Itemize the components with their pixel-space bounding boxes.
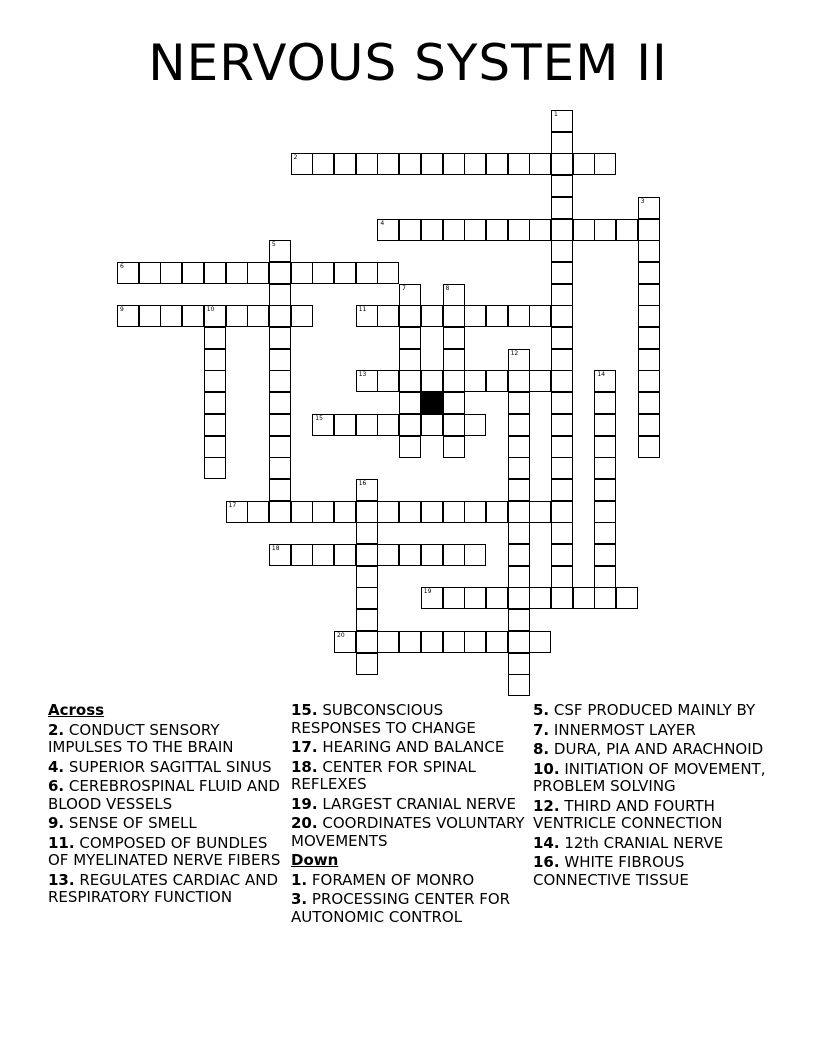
grid-cell[interactable] — [464, 219, 486, 241]
grid-cell[interactable] — [377, 305, 399, 327]
grid-cell[interactable] — [464, 414, 486, 436]
grid-cell[interactable] — [291, 544, 313, 566]
grid-cell[interactable] — [443, 631, 465, 653]
clue-text: WHITE FIBROUS CONNECTIVE TISSUE — [533, 853, 689, 889]
clue-text: INITIATION OF MOVEMENT, PROBLEM SOLVING — [533, 759, 766, 795]
grid-cell[interactable] — [443, 587, 465, 609]
grid-cell[interactable] — [377, 370, 399, 392]
grid-cell[interactable] — [443, 327, 465, 349]
grid-cell[interactable] — [551, 262, 573, 284]
grid-cell[interactable] — [356, 153, 378, 175]
grid-cell[interactable] — [551, 436, 573, 458]
grid-cell[interactable] — [226, 305, 248, 327]
grid-cell[interactable] — [443, 349, 465, 371]
cell-number: 14 — [597, 371, 606, 379]
grid-cell[interactable] — [377, 414, 399, 436]
cell-number: 2 — [293, 154, 298, 162]
grid-cell[interactable] — [486, 631, 508, 653]
grid-cell[interactable] — [356, 522, 378, 544]
clue-down-1 — [291, 872, 529, 890]
grid-cell[interactable] — [269, 305, 291, 327]
clue-text: COORDINATES VOLUNTARY MOVEMENTS — [291, 814, 525, 850]
grid-cell[interactable] — [638, 370, 660, 392]
grid-cell[interactable] — [508, 501, 530, 523]
grid-cell[interactable] — [508, 457, 530, 479]
grid-cell[interactable] — [269, 414, 291, 436]
grid-cell[interactable] — [269, 240, 291, 262]
grid-cell[interactable] — [269, 284, 291, 306]
clue-text: CEREBROSPINAL FLUID AND BLOOD VESSELS — [48, 777, 280, 813]
grid-cell[interactable] — [421, 414, 443, 436]
grid-cell[interactable] — [443, 305, 465, 327]
grid-cell[interactable] — [443, 370, 465, 392]
clue-down-8 — [533, 741, 771, 759]
clue-text: REGULATES CARDIAC AND RESPIRATORY FUNCTION — [48, 870, 278, 906]
across-header: Across — [48, 701, 105, 719]
grid-cell[interactable] — [356, 262, 378, 284]
grid-cell[interactable] — [551, 370, 573, 392]
grid-cell[interactable] — [551, 240, 573, 262]
grid-cell[interactable] — [638, 219, 660, 241]
grid-cell[interactable] — [551, 457, 573, 479]
grid-cell[interactable] — [182, 262, 204, 284]
cell-number: 1 — [554, 111, 558, 118]
clue-down-12 — [533, 798, 771, 833]
cell-number: 16 — [358, 479, 367, 487]
grid-cell[interactable] — [399, 544, 421, 566]
clue-down-3 — [291, 891, 529, 926]
grid-cell[interactable] — [638, 262, 660, 284]
grid-cell[interactable] — [269, 501, 291, 523]
grid-cell[interactable] — [334, 544, 356, 566]
grid-cell[interactable] — [421, 305, 443, 327]
grid-cell[interactable] — [226, 501, 248, 523]
clue-across-4 — [48, 759, 286, 777]
grid-cell[interactable] — [421, 219, 443, 241]
grid-cell[interactable] — [486, 370, 508, 392]
grid-cell[interactable] — [399, 631, 421, 653]
grid-cell[interactable] — [551, 197, 573, 219]
clue-number: 2. — [48, 720, 65, 739]
grid-cell[interactable] — [551, 327, 573, 349]
grid-cell[interactable] — [377, 631, 399, 653]
clue-number: 12. — [533, 796, 560, 815]
clue-number: 13. — [48, 870, 75, 889]
grid-cell[interactable] — [551, 587, 573, 609]
grid-cell[interactable] — [443, 544, 465, 566]
grid-cell[interactable] — [356, 587, 378, 609]
grid-cell[interactable] — [508, 653, 530, 675]
grid-cell[interactable] — [551, 132, 573, 154]
grid-cell[interactable] — [594, 479, 616, 501]
clue-across-9 — [48, 815, 286, 833]
cell-number: 12 — [510, 349, 519, 357]
grid-cell[interactable] — [269, 392, 291, 414]
grid-cell[interactable] — [638, 284, 660, 306]
grid-cell[interactable] — [464, 544, 486, 566]
grid-cell[interactable] — [464, 370, 486, 392]
cell-number: 4 — [380, 219, 385, 227]
grid-cell[interactable] — [226, 262, 248, 284]
grid-cell[interactable] — [508, 414, 530, 436]
grid-cell[interactable] — [594, 522, 616, 544]
grid-cell[interactable] — [508, 609, 530, 631]
clue-text: LARGEST CRANIAL NERVE — [322, 794, 516, 813]
grid-cell[interactable] — [551, 479, 573, 501]
grid-cell[interactable] — [247, 305, 269, 327]
grid-cell[interactable] — [291, 262, 313, 284]
grid-cell[interactable] — [464, 587, 486, 609]
cell-number: 10 — [206, 306, 215, 314]
grid-cell[interactable] — [399, 392, 421, 414]
grid-cell[interactable] — [616, 219, 638, 241]
grid-cell[interactable] — [443, 414, 465, 436]
grid-cell[interactable] — [486, 501, 508, 523]
grid-cell[interactable] — [529, 219, 551, 241]
grid-cell[interactable] — [269, 327, 291, 349]
grid-cell[interactable] — [356, 414, 378, 436]
grid-cell[interactable] — [508, 305, 530, 327]
clue-text: CENTER FOR SPINAL REFLEXES — [291, 757, 476, 793]
grid-cell[interactable] — [486, 153, 508, 175]
grid-cell[interactable] — [139, 305, 161, 327]
grid-cell[interactable] — [247, 262, 269, 284]
grid-cell[interactable] — [529, 631, 551, 653]
grid-cell[interactable] — [443, 436, 465, 458]
grid-cell[interactable] — [269, 370, 291, 392]
grid-cell[interactable] — [356, 631, 378, 653]
clue-number: 14. — [533, 833, 560, 852]
clue-down-16 — [533, 854, 771, 889]
grid-cell[interactable] — [291, 153, 313, 175]
grid-cell[interactable] — [594, 414, 616, 436]
clue-number: 8. — [533, 740, 550, 758]
grid-cell[interactable] — [508, 219, 530, 241]
grid-cell[interactable] — [377, 501, 399, 523]
grid-cell[interactable] — [551, 522, 573, 544]
down-header: Down — [291, 851, 339, 869]
grid-cell[interactable] — [312, 501, 334, 523]
grid-cell[interactable] — [486, 305, 508, 327]
grid-cell[interactable] — [204, 414, 226, 436]
clue-text: SUPERIOR SAGITTAL SINUS — [68, 757, 272, 776]
grid-cell[interactable] — [508, 370, 530, 392]
cell-number: 15 — [315, 414, 323, 422]
cell-number: 7 — [402, 284, 406, 292]
grid-cell[interactable] — [247, 501, 269, 523]
grid-cell[interactable] — [334, 414, 356, 436]
grid-cell[interactable] — [529, 305, 551, 327]
clue-text: INNERMOST LAYER — [553, 720, 696, 739]
clue-across-15 — [291, 702, 529, 737]
clue-text: CSF PRODUCED MAINLY BY — [553, 701, 756, 719]
grid-cell[interactable] — [486, 587, 508, 609]
grid-cell[interactable] — [312, 414, 334, 436]
clue-column-1 — [48, 702, 286, 909]
clue-number: 3. — [291, 890, 308, 908]
clue-text: 12th CRANIAL NERVE — [564, 833, 724, 852]
clue-number: 17. — [291, 738, 318, 756]
grid-cell[interactable] — [638, 327, 660, 349]
grid-cell[interactable] — [638, 414, 660, 436]
grid-cell[interactable] — [638, 305, 660, 327]
cell-number: 6 — [120, 262, 124, 270]
grid-cell[interactable] — [421, 370, 443, 392]
grid-cell[interactable] — [377, 153, 399, 175]
cell-number: 11 — [358, 306, 367, 314]
grid-cell[interactable] — [616, 587, 638, 609]
grid-cell[interactable] — [204, 349, 226, 371]
grid-cell[interactable] — [312, 544, 334, 566]
grid-cell[interactable] — [356, 653, 378, 675]
grid-cell[interactable] — [312, 153, 334, 175]
grid-cell[interactable] — [204, 436, 226, 458]
clue-text: THIRD AND FOURTH VENTRICLE CONNECTION — [533, 796, 723, 832]
grid-cell[interactable] — [551, 175, 573, 197]
clue-across-13 — [48, 872, 286, 907]
grid-cell[interactable] — [182, 305, 204, 327]
clue-text: SUBCONSCIOUS RESPONSES TO CHANGE — [291, 701, 476, 737]
grid-cell[interactable] — [399, 370, 421, 392]
cell-number: 20 — [337, 631, 345, 639]
grid-cell[interactable] — [594, 436, 616, 458]
grid-cell[interactable] — [529, 370, 551, 392]
grid-cell[interactable] — [312, 262, 334, 284]
clue-number: 4. — [48, 757, 65, 776]
grid-cell[interactable] — [551, 566, 573, 588]
grid-cell[interactable] — [421, 544, 443, 566]
clue-across-19 — [291, 796, 529, 814]
grid-cell[interactable] — [204, 327, 226, 349]
grid-cell[interactable] — [594, 544, 616, 566]
grid-cell[interactable] — [269, 349, 291, 371]
clue-number: 20. — [291, 814, 318, 832]
cell-number: 13 — [358, 371, 367, 379]
cell-number: 5 — [271, 241, 276, 249]
grid-cell[interactable] — [594, 501, 616, 523]
clue-across-17 — [291, 739, 529, 757]
grid-cell[interactable] — [551, 153, 573, 175]
grid-cell[interactable] — [117, 262, 139, 284]
grid-cell[interactable] — [508, 522, 530, 544]
grid-cell[interactable] — [421, 631, 443, 653]
grid-cell[interactable] — [269, 479, 291, 501]
grid-cell[interactable] — [356, 479, 378, 501]
clue-number: 18. — [291, 757, 318, 776]
grid-cell[interactable] — [551, 392, 573, 414]
clue-across-2 — [48, 722, 286, 757]
grid-cell[interactable] — [443, 501, 465, 523]
grid-cell[interactable] — [529, 153, 551, 175]
grid-cell[interactable] — [204, 262, 226, 284]
grid-cell[interactable] — [529, 587, 551, 609]
grid-cell[interactable] — [508, 544, 530, 566]
clue-text: PROCESSING CENTER FOR AUTONOMIC CONTROL — [291, 890, 511, 926]
grid-cell[interactable] — [421, 587, 443, 609]
clue-number: 10. — [533, 759, 560, 778]
grid-cell[interactable] — [594, 566, 616, 588]
grid-cell[interactable] — [638, 392, 660, 414]
clue-down-14 — [533, 835, 771, 853]
grid-cell[interactable] — [551, 305, 573, 327]
cell-number: 19 — [423, 588, 432, 596]
grid-cell[interactable] — [508, 631, 530, 653]
grid-cell[interactable] — [204, 392, 226, 414]
grid-cell[interactable] — [334, 631, 356, 653]
grid-cell[interactable] — [356, 305, 378, 327]
grid-cell[interactable] — [508, 566, 530, 588]
cell-number: 3 — [640, 197, 645, 205]
grid-cell[interactable] — [334, 153, 356, 175]
clue-number: 9. — [48, 814, 65, 832]
grid-cell[interactable] — [443, 153, 465, 175]
grid-cell[interactable] — [399, 219, 421, 241]
grid-cell[interactable] — [508, 349, 530, 371]
grid-cell[interactable] — [594, 153, 616, 175]
clue-number: 15. — [291, 701, 318, 719]
clue-number: 1. — [291, 870, 308, 889]
grid-cell[interactable] — [421, 501, 443, 523]
clue-text: FORAMEN OF MONRO — [311, 870, 475, 889]
grid-cell[interactable] — [269, 262, 291, 284]
grid-cell[interactable] — [377, 262, 399, 284]
grid-cell[interactable] — [399, 436, 421, 458]
grid-cell[interactable] — [443, 219, 465, 241]
grid-cell[interactable] — [117, 305, 139, 327]
grid-cell[interactable] — [204, 370, 226, 392]
grid-cell[interactable] — [204, 305, 226, 327]
grid-cell[interactable] — [508, 587, 530, 609]
grid-cell[interactable] — [638, 240, 660, 262]
cell-number: 8 — [445, 284, 450, 292]
grid-cell[interactable] — [508, 674, 530, 696]
grid-cell[interactable] — [139, 262, 161, 284]
grid-cell[interactable] — [508, 436, 530, 458]
page-title: NERVOUS SYSTEM II — [148, 34, 668, 92]
grid-cell[interactable] — [160, 262, 182, 284]
grid-cell[interactable] — [356, 501, 378, 523]
grid-cell[interactable] — [638, 349, 660, 371]
clue-text: SENSE OF SMELL — [68, 814, 197, 832]
grid-cell[interactable] — [443, 392, 465, 414]
grid-cell[interactable] — [551, 414, 573, 436]
grid-cell[interactable] — [356, 544, 378, 566]
clue-across-11 — [48, 835, 286, 870]
grid-cell[interactable] — [399, 414, 421, 436]
clue-column-3 — [533, 702, 771, 891]
clue-number: 5. — [533, 701, 550, 719]
clue-down-7 — [533, 722, 771, 740]
clue-number: 19. — [291, 794, 318, 813]
clue-number: 6. — [48, 777, 65, 795]
grid-cell[interactable] — [594, 392, 616, 414]
grid-cell[interactable] — [269, 544, 291, 566]
grid-cell[interactable] — [551, 544, 573, 566]
grid-cell[interactable] — [508, 153, 530, 175]
grid-cell[interactable] — [551, 349, 573, 371]
grid-cell[interactable] — [399, 284, 421, 306]
clue-down-10 — [533, 761, 771, 796]
grid-cell[interactable] — [464, 305, 486, 327]
clue-number: 11. — [48, 833, 75, 852]
grid-cell[interactable] — [399, 305, 421, 327]
cell-number: 18 — [271, 545, 280, 552]
cell-number: 9 — [120, 306, 124, 314]
grid-cell[interactable] — [551, 219, 573, 241]
grid-cell[interactable] — [356, 609, 378, 631]
clue-across-20 — [291, 815, 529, 850]
clue-number: 16. — [533, 853, 560, 871]
grid-cell[interactable] — [399, 349, 421, 371]
clue-down-5 — [533, 702, 771, 720]
grid-cell[interactable] — [291, 501, 313, 523]
clue-text: HEARING AND BALANCE — [322, 738, 505, 756]
clue-text: CONDUCT SENSORY IMPULSES TO THE BRAIN — [48, 720, 234, 756]
grid-cell[interactable] — [551, 284, 573, 306]
grid-cell[interactable] — [508, 392, 530, 414]
grid-cell[interactable] — [573, 587, 595, 609]
grid-cell[interactable] — [334, 501, 356, 523]
grid-cell[interactable] — [594, 219, 616, 241]
clue-across-18 — [291, 759, 529, 794]
grid-cell[interactable] — [464, 631, 486, 653]
grid-cell[interactable] — [573, 153, 595, 175]
grid-cell[interactable] — [269, 457, 291, 479]
grid-cell[interactable] — [464, 501, 486, 523]
grid-cell[interactable] — [377, 219, 399, 241]
grid-cell[interactable] — [269, 436, 291, 458]
grid-cell[interactable] — [508, 479, 530, 501]
grid-cell[interactable] — [204, 457, 226, 479]
grid-cell[interactable] — [443, 284, 465, 306]
grid-cell[interactable] — [334, 262, 356, 284]
grid-cell[interactable] — [594, 587, 616, 609]
clue-text: DURA, PIA AND ARACHNOID — [553, 740, 764, 758]
grid-cell[interactable] — [399, 153, 421, 175]
grid-cell[interactable] — [594, 370, 616, 392]
grid-cell[interactable] — [594, 457, 616, 479]
grid-cell[interactable] — [291, 305, 313, 327]
clue-across-6 — [48, 778, 286, 813]
grid-cell[interactable] — [486, 219, 508, 241]
grid-cell[interactable] — [160, 305, 182, 327]
grid-cell[interactable] — [573, 219, 595, 241]
grid-cell[interactable] — [399, 501, 421, 523]
grid-cell[interactable] — [377, 544, 399, 566]
cell-number: 17 — [228, 501, 237, 509]
grid-cell[interactable] — [399, 327, 421, 349]
grid-cell[interactable] — [638, 436, 660, 458]
clue-text: COMPOSED OF BUNDLES OF MYELINATED NERVE FIBERS — [48, 833, 281, 869]
grid-cell[interactable] — [421, 153, 443, 175]
clue-number: 7. — [533, 720, 550, 739]
grid-cell[interactable] — [356, 566, 378, 588]
grid-cell[interactable] — [551, 110, 573, 132]
grid-cell[interactable] — [464, 153, 486, 175]
clue-column-2 — [291, 702, 529, 928]
grid-cell[interactable] — [638, 197, 660, 219]
grid-cell[interactable] — [356, 370, 378, 392]
grid-cell[interactable] — [551, 501, 573, 523]
grid-cell[interactable] — [529, 501, 551, 523]
grid-block-cell — [421, 392, 443, 414]
